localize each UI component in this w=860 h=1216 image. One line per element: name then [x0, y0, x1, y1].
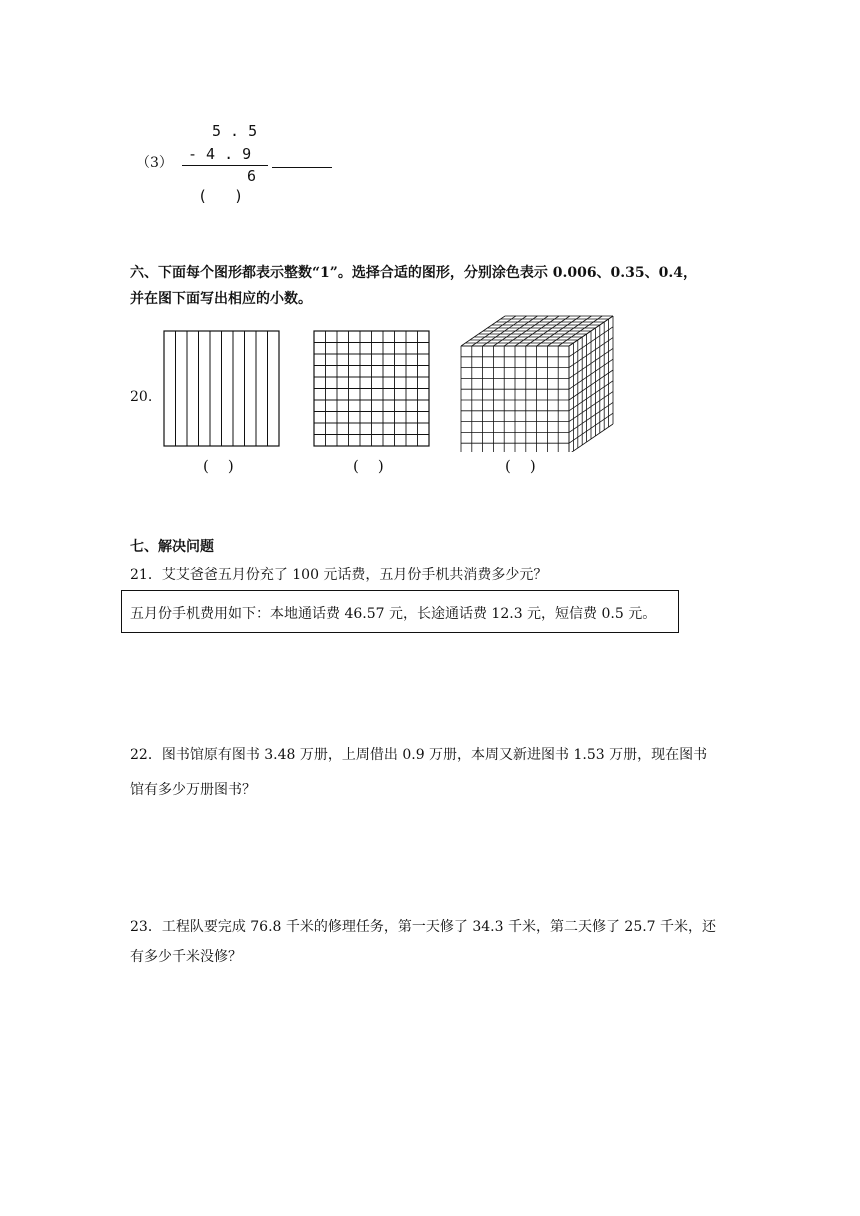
section7-title: 七、解决问题	[130, 539, 214, 555]
tenths-strip-figure[interactable]	[163, 330, 281, 448]
vertical-rule	[182, 165, 268, 166]
question-21: 21．艾艾爸爸五月份充了 100 元话费，五月份手机共消费多少元？	[130, 567, 548, 583]
figure3-answer-paren[interactable]: ( )	[505, 457, 536, 475]
section6-title-line1: 六、下面每个图形都表示整数“1”。选择合适的图形，分别涂色表示 0.006、0.35、0.4，	[130, 265, 698, 281]
hundredths-grid-figure[interactable]	[313, 330, 431, 448]
vertical-top-number: 5 . 5	[212, 122, 258, 140]
figure2-answer-paren[interactable]: ( )	[353, 457, 384, 475]
sub3-label: （3）	[136, 155, 173, 171]
thousandths-cube-figure[interactable]	[458, 314, 616, 452]
vertical-subtrahend: - 4 . 9	[188, 145, 252, 163]
question-22-line1: 22．图书馆原有图书 3.48 万册，上周借出 0.9 万册，本周又新进图书 1.53 万册，现在图书	[130, 747, 708, 763]
vertical-result: 6	[247, 167, 257, 185]
question-20-number: 20.	[130, 389, 153, 405]
question-23-line2: 有多少千米没修？	[130, 949, 242, 965]
question-21-info-box	[121, 590, 679, 633]
section6-title-line2: 并在图下面写出相应的小数。	[130, 291, 312, 307]
question-22-line2: 馆有多少万册图书？	[130, 782, 256, 798]
figure1-answer-paren[interactable]: ( )	[203, 457, 234, 475]
vertical-paren: ( )	[198, 187, 244, 205]
question-21-info-text: 五月份手机费用如下：本地通话费 46.57 元，长途通话费 12.3 元，短信费 0.5 元。	[130, 606, 657, 622]
question-23-line1: 23．工程队要完成 76.8 千米的修理任务，第一天修了 34.3 千米，第二天修了 25.7 千米，还	[130, 919, 717, 935]
answer-blank[interactable]	[272, 167, 332, 168]
